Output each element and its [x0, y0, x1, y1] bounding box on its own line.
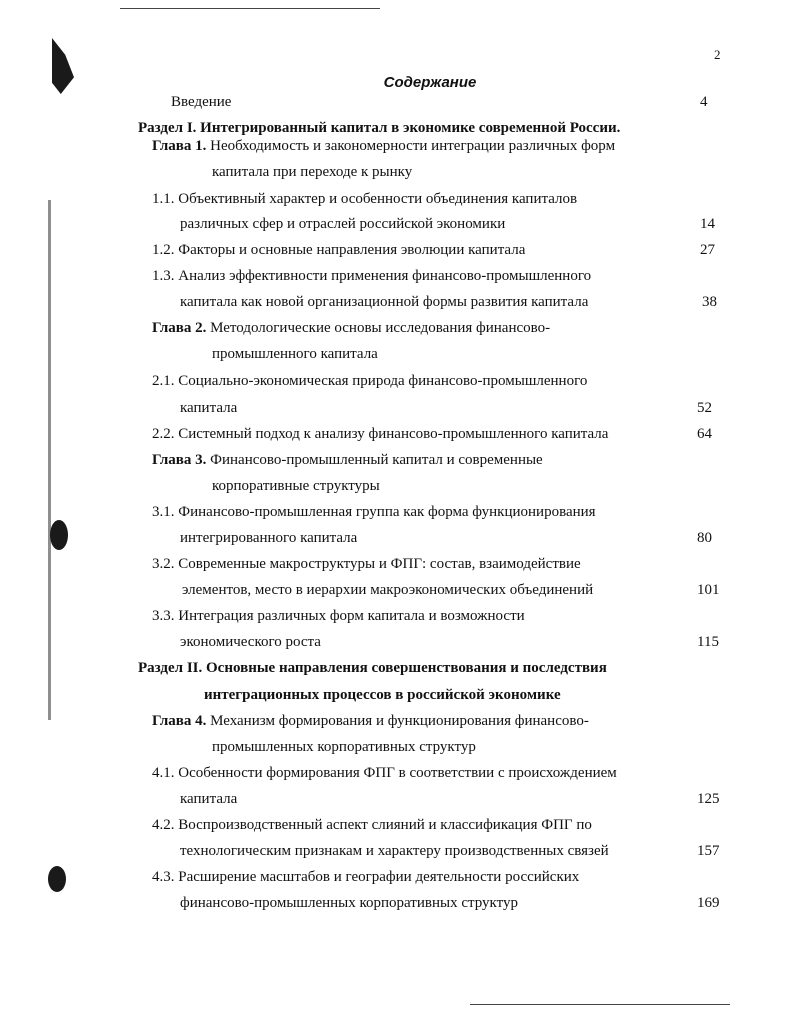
toc-entry: технологическим признакам и характеру производственных связей	[180, 843, 609, 859]
toc-chapter: Глава 3. Финансово-промышленный капитал и современные	[152, 452, 543, 468]
toc-page-number: 52	[697, 400, 712, 416]
scan-edge-blot	[50, 520, 68, 550]
toc-entry: 1.1. Объективный характер и особенности объединения капиталов	[152, 191, 578, 207]
scan-top-line-right	[470, 1004, 730, 1005]
page-title: Содержание	[383, 74, 477, 91]
toc-chapter: Глава 2. Методологические основы исследования финансово-	[152, 320, 551, 336]
toc-page-number: 14	[700, 216, 715, 232]
toc-page-number: 115	[697, 634, 719, 650]
toc-entry: 4.1. Особенности формирования ФПГ в соответствии с происхождением	[152, 765, 617, 781]
toc-page-number: 101	[697, 582, 720, 598]
scan-edge-blot-lower	[48, 866, 66, 892]
toc-entry: финансово-промышленных корпоративных структур	[180, 895, 518, 911]
toc-page-number: 80	[697, 530, 712, 546]
toc-entry: промышленных корпоративных структур	[212, 739, 476, 755]
toc-entry: корпоративные структуры	[212, 478, 380, 494]
toc-entry: промышленного капитала	[212, 346, 378, 362]
toc-entry: 1.2. Факторы и основные направления эволюции капитала	[152, 242, 526, 258]
toc-entry: 2.1. Социально-экономическая природа финансово-промышленного	[152, 373, 588, 389]
toc-chapter: Глава 1. Необходимость и закономерности интеграции различных форм	[152, 138, 616, 154]
scan-edge-strip	[48, 200, 51, 720]
toc-entry: 3.1. Финансово-промышленная группа как форма функционирования	[152, 504, 596, 520]
toc-section-heading: Раздел I. Интегрированный капитал в экономике современной России.	[138, 120, 621, 136]
toc-page-number: 125	[697, 791, 720, 807]
toc-page-number: 169	[697, 895, 720, 911]
toc-entry: 3.3. Интеграция различных форм капитала и возможности	[152, 608, 525, 624]
toc-entry: экономического роста	[180, 634, 321, 650]
toc-entry: интегрированного капитала	[180, 530, 358, 546]
toc-section-heading: интеграционных процессов в российской экономике	[204, 687, 561, 703]
toc-page-number: 38	[702, 294, 717, 310]
page-number: 2	[714, 47, 721, 62]
toc-section-heading: Раздел II. Основные направления совершенствования и последствия	[138, 660, 607, 676]
toc-entry: 2.2. Системный подход к анализу финансово-промышленного капитала	[152, 426, 609, 442]
toc-entry: капитала	[180, 400, 238, 416]
toc-entry: 4.3. Расширение масштабов и географии деятельности российских	[152, 869, 580, 885]
toc-chapter: Глава 4. Механизм формирования и функционирования финансово-	[152, 713, 589, 729]
toc-entry: элементов, место в иерархии макроэкономических объединений	[182, 582, 594, 598]
toc-entry: 1.3. Анализ эффективности применения финансово-промышленного	[152, 268, 592, 284]
toc-page-number: 4	[700, 94, 708, 110]
toc-entry: капитала при переходе к рынку	[212, 164, 413, 180]
toc-entry: различных сфер и отраслей российской экономики	[180, 216, 506, 232]
scan-top-line	[120, 8, 380, 9]
toc-entry: 4.2. Воспроизводственный аспект слияний и классификация ФПГ по	[152, 817, 592, 833]
toc-page-number: 157	[697, 843, 720, 859]
toc-page-number: 64	[697, 426, 712, 442]
toc-page-number: 27	[700, 242, 715, 258]
toc-entry: Введение	[171, 94, 232, 110]
toc-entry: капитала как новой организационной формы развития капитала	[180, 294, 589, 310]
toc-entry: 3.2. Современные макроструктуры и ФПГ: состав, взаимодействие	[152, 556, 581, 572]
toc-entry: капитала	[180, 791, 238, 807]
